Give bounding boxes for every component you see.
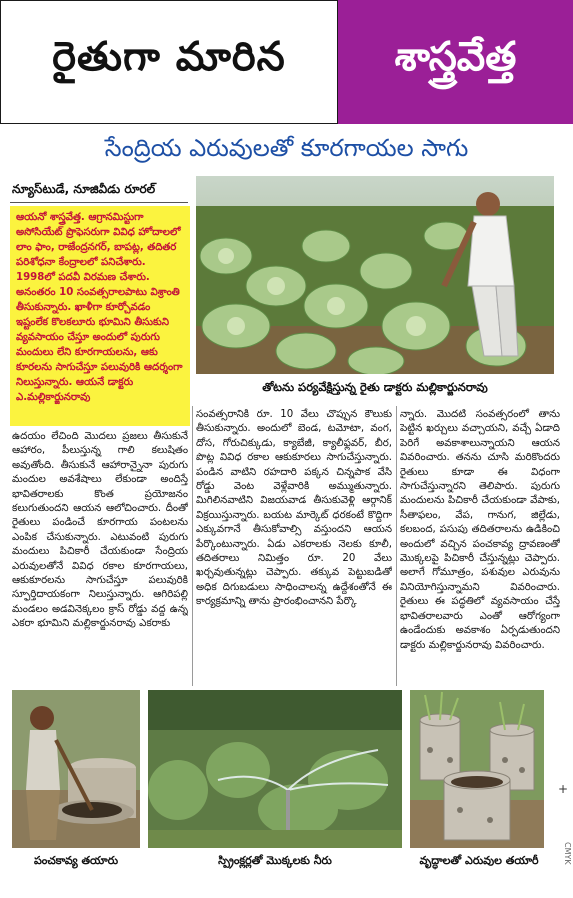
byline: న్యూస్‌టుడే, నూజివీడు రూరల్‌ [12, 182, 156, 196]
column-divider [396, 406, 397, 686]
column-divider [192, 406, 193, 686]
headline-right-text: శాస్త్రవేత్త [394, 34, 517, 80]
panchakavya-photo [12, 690, 140, 848]
sprinkler-photo [148, 690, 402, 848]
headline-left-box [0, 0, 338, 124]
photo-c-caption: వృద్ధాలతో ఎరువుల తయారీ [419, 854, 539, 867]
subheadline: సేంద్రియ ఎరువులతో కూరగాయల సాగు [104, 134, 469, 162]
body-column-1: ఉదయం లేచింది మొదలు ప్రజలు తీసుకునే ఆహారం, పీలుస్తున్న గాలి కలుషితం అవుతోంది. తీసుకునే ఆహారాన్నైనా పురుగు మందుల అవశేషాలు లేకుండా అందిస్తే భావితరాలకు కొంత ప్రయోజనం కలుగుతుందని ఆయన ఆలోచించారు. దీంతో రైతులు పండించే కూరగాయ పంటలను ఎంపిక చేసుకున్నారు. ఎటువంటి పురుగు మందులు పిచికారీ చేయకుండా సేంద్రియ ఎరువులతోనే వివిధ రకాల కూరగాయలు, ఆకుకూరలను సాగుచేస్తూ పలువురికి స్ఫూర్తిదాయకంగా నిలుస్తున్నారు. ఆగిరిపల్లి మండలం అడవినెక్కలం క్రాస్ రోడ్డు వద్ద ఉన్న ఎకరా భూమిని మల్లికార్జునరావు ఎకరాకు [12, 431, 188, 630]
headline [0, 0, 573, 124]
registration-mark: + [558, 782, 569, 796]
body-column-2: సంవత్సరానికి రూ. 10 వేలు చొప్పున కౌలుకు తీసుకున్నారు. అందులో బెండ, టమోటా, వంగ, దోస, గోరుచిక్కుడు, క్యాబేజీ, క్యాలీఫ్లవర్, బీర, పొట్ల వివిధ రకాల ఆకుకూరలు సాగుచేస్తున్నారు. పండిన వాటిని రహదారి పక్కన చిన్నపాక వేసి రోడ్డు వెంట వెళ్లేవారికి అమ్ముతున్నారు. మిగిలినవాటిని విజయవాడ తీసుకువెళ్లి ఆర్గానిక్ విక్రయిస్తున్నారు. బయట మార్కెట్ ధరకంటే కొద్దిగా ఎక్కువగానే తీసుకోవాల్సి వస్తుందని ఆయన పేర్కొంటున్నారు. ఏడు ఎకరాలకు నెలకు కూలీ, తదితరాలు నిమిత్తం రూ. 20 వేలు ఖర్చవుతున్నట్లు చెప్పారు. తక్కువ పెట్టుబడితో అధిక దిగుబడులు సాధించాలన్న ఉద్దేశంతోనే ఈ కార్యక్రమాన్ని తాను ప్రారంభించానని పేర్కొ [196, 409, 392, 608]
farmer-field-photo [196, 176, 554, 374]
photo-a-caption: పంచకావ్య తయారు [33, 854, 119, 867]
body-column-3: న్నారు. మొదటి సంవత్సరంలో తాను పెట్టిన ఖర్చులు వచ్చాయని, వచ్చే ఏడాది పెరిగే అవకాశాలున్నాయని ఆయన వివరించారు. తనను చూసి మరికొందరు రైతులు కూడా ఈ విధంగా సాగుచేస్తున్నారని తెలిపారు. పురుగు మందులను పిచికారీ చేయకుండా వేపాకు, సీతాఫలం, వేప, గానుగ, జిల్లేడు, కలబంద, పసుపు తదితరాలను ఉడికించి అందులో వచ్చిన పంచకావ్య ద్రావణంతో మొక్కలపై పిచికారీ చేస్తున్నట్లు చెప్పారు. అలాగే గోమూత్రం, పశువుల ఎరువును వినియోగిస్తున్నామని వివరించారు. రైతులు ఈ పద్ధతిలో వ్యవసాయం చేస్తే భావితరాలవారు ఎంతో ఆరోగ్యంగా ఉండేందుకు అవకాశం ఏర్పడుతుందని డాక్టరు మల్లికార్జునరావు వివరించారు. [400, 409, 560, 651]
photo-b-caption: స్ప్రింక్లర్లతో మొక్కలకు నీరు [218, 854, 332, 867]
headline-left-text: రైతుగా మారిన [52, 34, 286, 80]
intro-highlight-box: ఆయనో శాస్త్రవేత్త. ఆగ్రానమిస్టుగా అసోసియేట్ ప్రొఫెసరుగా వివిధ హోదాలలో లాం ఫాం, రాజేంద్రనగర్, బాపట్ల, తదితర పరిశోధనా కేంద్రాలలో పనిచేశారు. 1998లో పదవీ విరమణ చేశారు. అనంతరం 10 సంవత్సరాలపాటు విశ్రాంతి తీసుకున్నారు. ఖాళీగా కూర్చోవడం ఇష్టంలేక కొలకలూరు భూమిని తీసుకుని వ్యవసాయం చేస్తూ అందులో పురుగు మందులు లేని కూరగాయలను, ఆకు కూరలను సాగుచేస్తూ పలువురికి ఆదర్శంగా నిలుస్తున్నారు. ఆయనే డాక్టరు ఎ.మల్లికార్జునరావు [10, 206, 190, 426]
byline-divider [10, 202, 188, 203]
main-photo-caption: తోటను పర్యవేక్షిస్తున్న రైతు డాక్టరు మల్లికార్జునరావు [196, 374, 554, 400]
cmyk-mark: CMYK [563, 841, 572, 865]
headline-right-box [338, 0, 573, 124]
rings-compost-photo [410, 690, 544, 848]
